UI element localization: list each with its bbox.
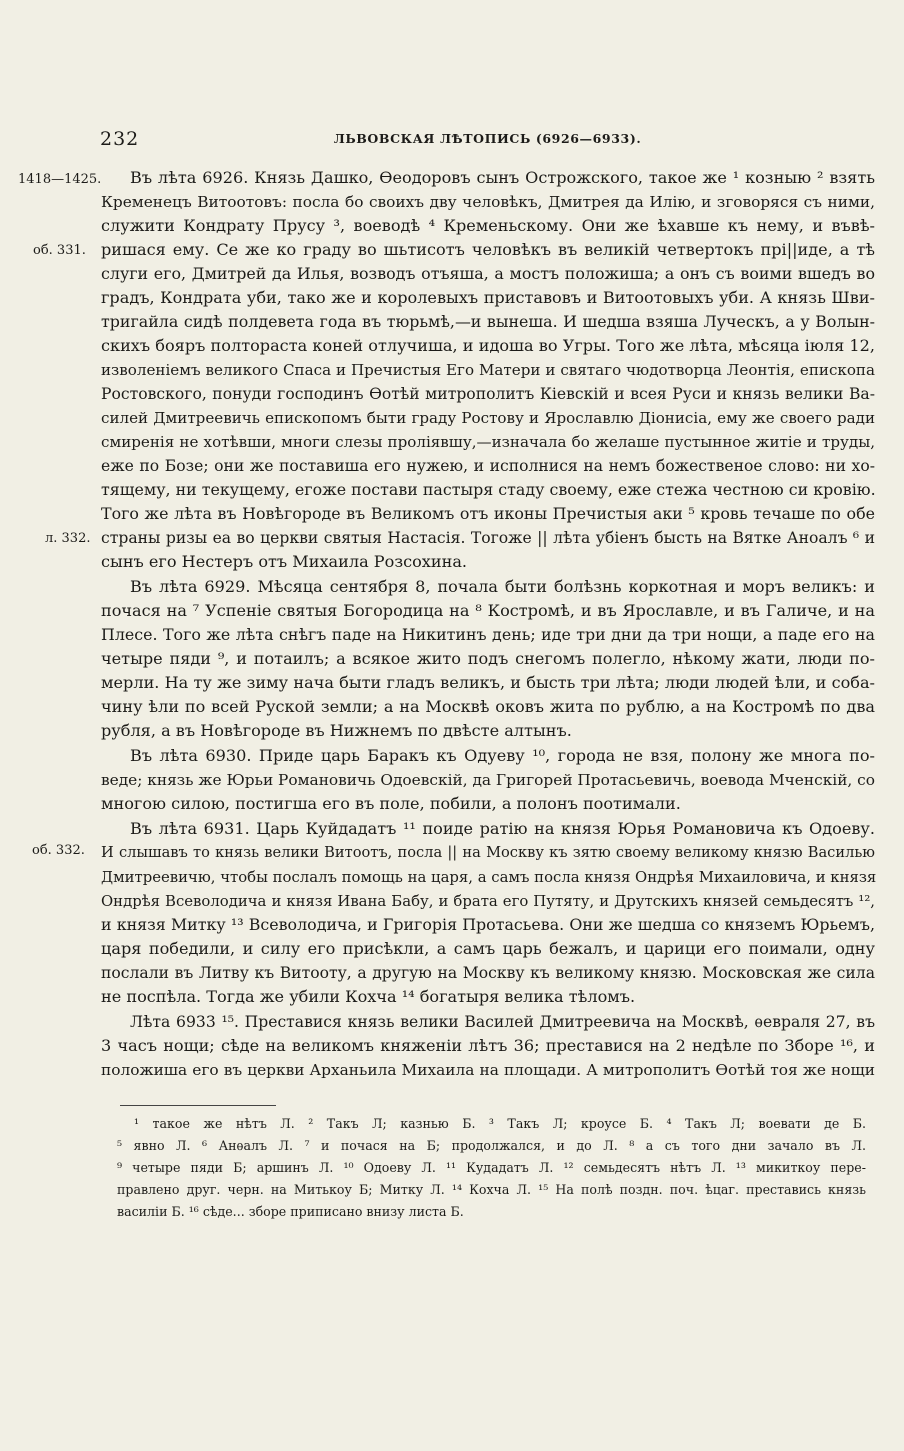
text-line: служити Кондрату Прусу ³, воеводѣ ⁴ Кременьскому. Они же ѣхавше къ нему, и въвѣ-: [101, 216, 875, 235]
text-line: силей Дмитреевичь епископомъ быти граду Ростову и Ярославлю Діонисіа, ему же своего ради: [101, 409, 875, 427]
text-line: Дмитреевичю, чтобы послалъ помощь на царя, а самъ посла князя Ондрѣя Михаиловича, и князя: [101, 868, 877, 886]
text-line: Въ лѣта 6926. Князь Дашко, Ѳеодоровъ сынъ Острожского, такое же ¹ козныю ² взять: [130, 168, 875, 187]
text-line: тящему, ни текущему, егоже постави пастыря стаду своему, еже стежа честною си кровію.: [101, 480, 876, 499]
text-line: царя победили, и силу его присѣкли, а самъ царь бежалъ, и царици его поимали, одну: [101, 939, 875, 958]
text-line: послали въ Литву къ Витооту, а другую на Москву къ великому князю. Московская же сила: [101, 964, 875, 982]
text-line: и князя Митку ¹³ Всеволодича, и Григорія Протасьева. Они же шедша со княземъ Юрьемъ,: [101, 915, 875, 934]
text-line: Ростовского, понуди господинъ Ѳотѣй митрополитъ Кіевскій и всея Руси и князь велики Ва-: [101, 385, 875, 403]
page-header: [100, 128, 875, 150]
text-line: скихъ бояръ полтораста коней отлучиша, и идоша во Угры. Того же лѣта, мѣсяца іюля 12,: [101, 336, 875, 355]
text-line: Того же лѣта въ Новѣгороде въ Великомъ отъ иконы Пречистыя аки ⁵ кровь течаше по обе: [101, 504, 875, 523]
text-line: 3 часъ нощи; сѣде на великомъ княженіи лѣтъ 36; преставися на 2 недѣле по Зборе ¹⁶, и: [101, 1036, 875, 1055]
margin-note-folio-332v: об. 332.: [32, 843, 85, 858]
text-line: градъ, Кондрата уби, тако же и королевыхъ приставовъ и Витоотовыхъ уби. А князь Шви-: [101, 288, 875, 307]
footnote-line: ¹ такое же нѣтъ Л. ² Такъ Л; казнью Б. ³ Такъ Л; кроусе Б. ⁴ Такъ Л; воевати де Б.: [134, 1116, 866, 1131]
text-line: страны ризы еа во церкви святыя Настасія. Тогоже || лѣта убіенъ бысть на Вятке Аноалъ ⁶ и: [101, 529, 875, 547]
text-line: слуги его, Дмитрей да Илья, возводъ отъяша, а мостъ положиша; а онъ съ воими вшедъ во: [101, 264, 875, 283]
text-line: еже по Бозе; они же поставиша его нужею, и исполнися на немъ божественое слово: ни хо-: [101, 457, 875, 475]
footnote-divider: [120, 1105, 276, 1106]
text-line: Въ лѣта 6931. Царь Куйдадатъ ¹¹ поиде ратію на князя Юрья Романовича къ Одоеву.: [130, 819, 875, 838]
text-line: многою силою, постигша его въ поле, побили, а полонъ поотимали.: [101, 794, 681, 813]
running-title: ЛЬВОВСКАЯ ЛѢТОПИСЬ (6926—6933).: [333, 131, 642, 146]
text-line: тригайла сидѣ полдевета года въ тюрьмѣ,—и вынеша. И шедша взяша Луческъ, а у Волын-: [101, 312, 875, 331]
text-line: веде; князь же Юрьи Романовичь Одоевскій, да Григорей Протасьевичь, воевода Мченскій, со: [101, 771, 876, 789]
text-line: смиренія не хотѣвши, многи слезы проліявшу,—изначала бо желаше пустынное житіе и труды,: [101, 433, 875, 451]
text-line: сынъ его Нестеръ отъ Михаила Розсохина.: [101, 552, 468, 571]
footnote-line: ⁹ четыре пяди Б; аршинъ Л. ¹⁰ Одоеву Л. ¹¹ Кудадатъ Л. ¹² семьдесятъ нѣтъ Л. ¹³ микиткоу пере-: [117, 1160, 866, 1175]
text-line: четыре пяди ⁹, и потаилъ; а всякое жито подъ снегомъ полегло, нѣкому жати, люди по-: [101, 649, 875, 668]
footnote-line: василіи Б. ¹⁶ сѣде... зборе приписано внизу листа Б.: [117, 1204, 464, 1219]
margin-note-folio-331v: об. 331.: [33, 243, 86, 258]
text-line: Кременецъ Витоотовъ: посла бо своихъ дву человѣкъ, Дмитрея да Илію, и зговоряся съ ними,: [101, 193, 875, 211]
text-line: Лѣта 6933 ¹⁵. Преставися князь велики Василей Дмитреевича на Москвѣ, ѳевраля 27, въ: [130, 1013, 875, 1031]
text-line: рубля, а въ Новѣгороде въ Нижнемъ по двѣсте алтынъ.: [101, 721, 572, 740]
margin-note-years: 1418—1425.: [18, 172, 102, 187]
text-line: мерли. На ту же зиму нача быти гладъ великъ, и бысть три лѣта; люди людей ѣли, и соба-: [101, 673, 875, 692]
text-line: почася на ⁷ Успеніе святыя Богородица на ⁸ Костромѣ, и въ Ярославле, и въ Галиче, и на: [101, 601, 875, 620]
footnote-line: правлено друг. черн. на Митькоу Б; Митку Л. ¹⁴ Кохча Л. ¹⁵ На полѣ поздн. поч. ѣцаг. преставись князь: [117, 1182, 866, 1197]
footnote-line: ⁵ явно Л. ⁶ Анѳалъ Л. ⁷ и почася на Б; продолжался, и до Л. ⁸ а съ того дни зачало въ Л.: [117, 1138, 866, 1153]
page-number: 232: [100, 128, 140, 150]
text-line: Плесе. Того же лѣта снѣгъ паде на Никитинъ день; иде три дни да три нощи, а паде его на: [101, 625, 875, 644]
text-line: чину ѣли по всей Руской земли; а на Москвѣ оковъ жита по рублю, а на Костромѣ по два: [101, 697, 875, 716]
text-line: изволеніемъ великого Спаса и Пречистыя Его Матери и святаго чюдотворца Леонтія, епископа: [101, 361, 875, 379]
text-line: И слышавъ то князь велики Витоотъ, посла || на Москву къ зятю своему великому князю Василью: [101, 844, 875, 861]
margin-note-folio-332: л. 332.: [45, 531, 91, 546]
text-line: ришася ему. Се же ко граду во шьтисотъ человѣкъ въ великій четвертокъ прі||иде, а тѣ: [101, 240, 875, 259]
text-line: Ондрѣя Всеволодича и князя Ивана Бабу, и брата его Путяту, и Друтскихъ князей семьдесятъ ¹²,: [101, 892, 875, 910]
text-line: Въ лѣта 6929. Мѣсяца сентября 8, почала быти болѣзнь коркотная и моръ великъ: и: [130, 577, 875, 596]
text-line: положиша его въ церкви Арханьила Михаила на площади. А митрополитъ Ѳотѣй тоя же нощи: [101, 1061, 875, 1079]
text-line: не поспѣла. Тогда же убили Кохча ¹⁴ богатыря велика тѣломъ.: [101, 987, 636, 1006]
text-line: Въ лѣта 6930. Приде царь Баракъ къ Одуеву ¹⁰, города не взя, полону же многа по-: [130, 746, 875, 765]
